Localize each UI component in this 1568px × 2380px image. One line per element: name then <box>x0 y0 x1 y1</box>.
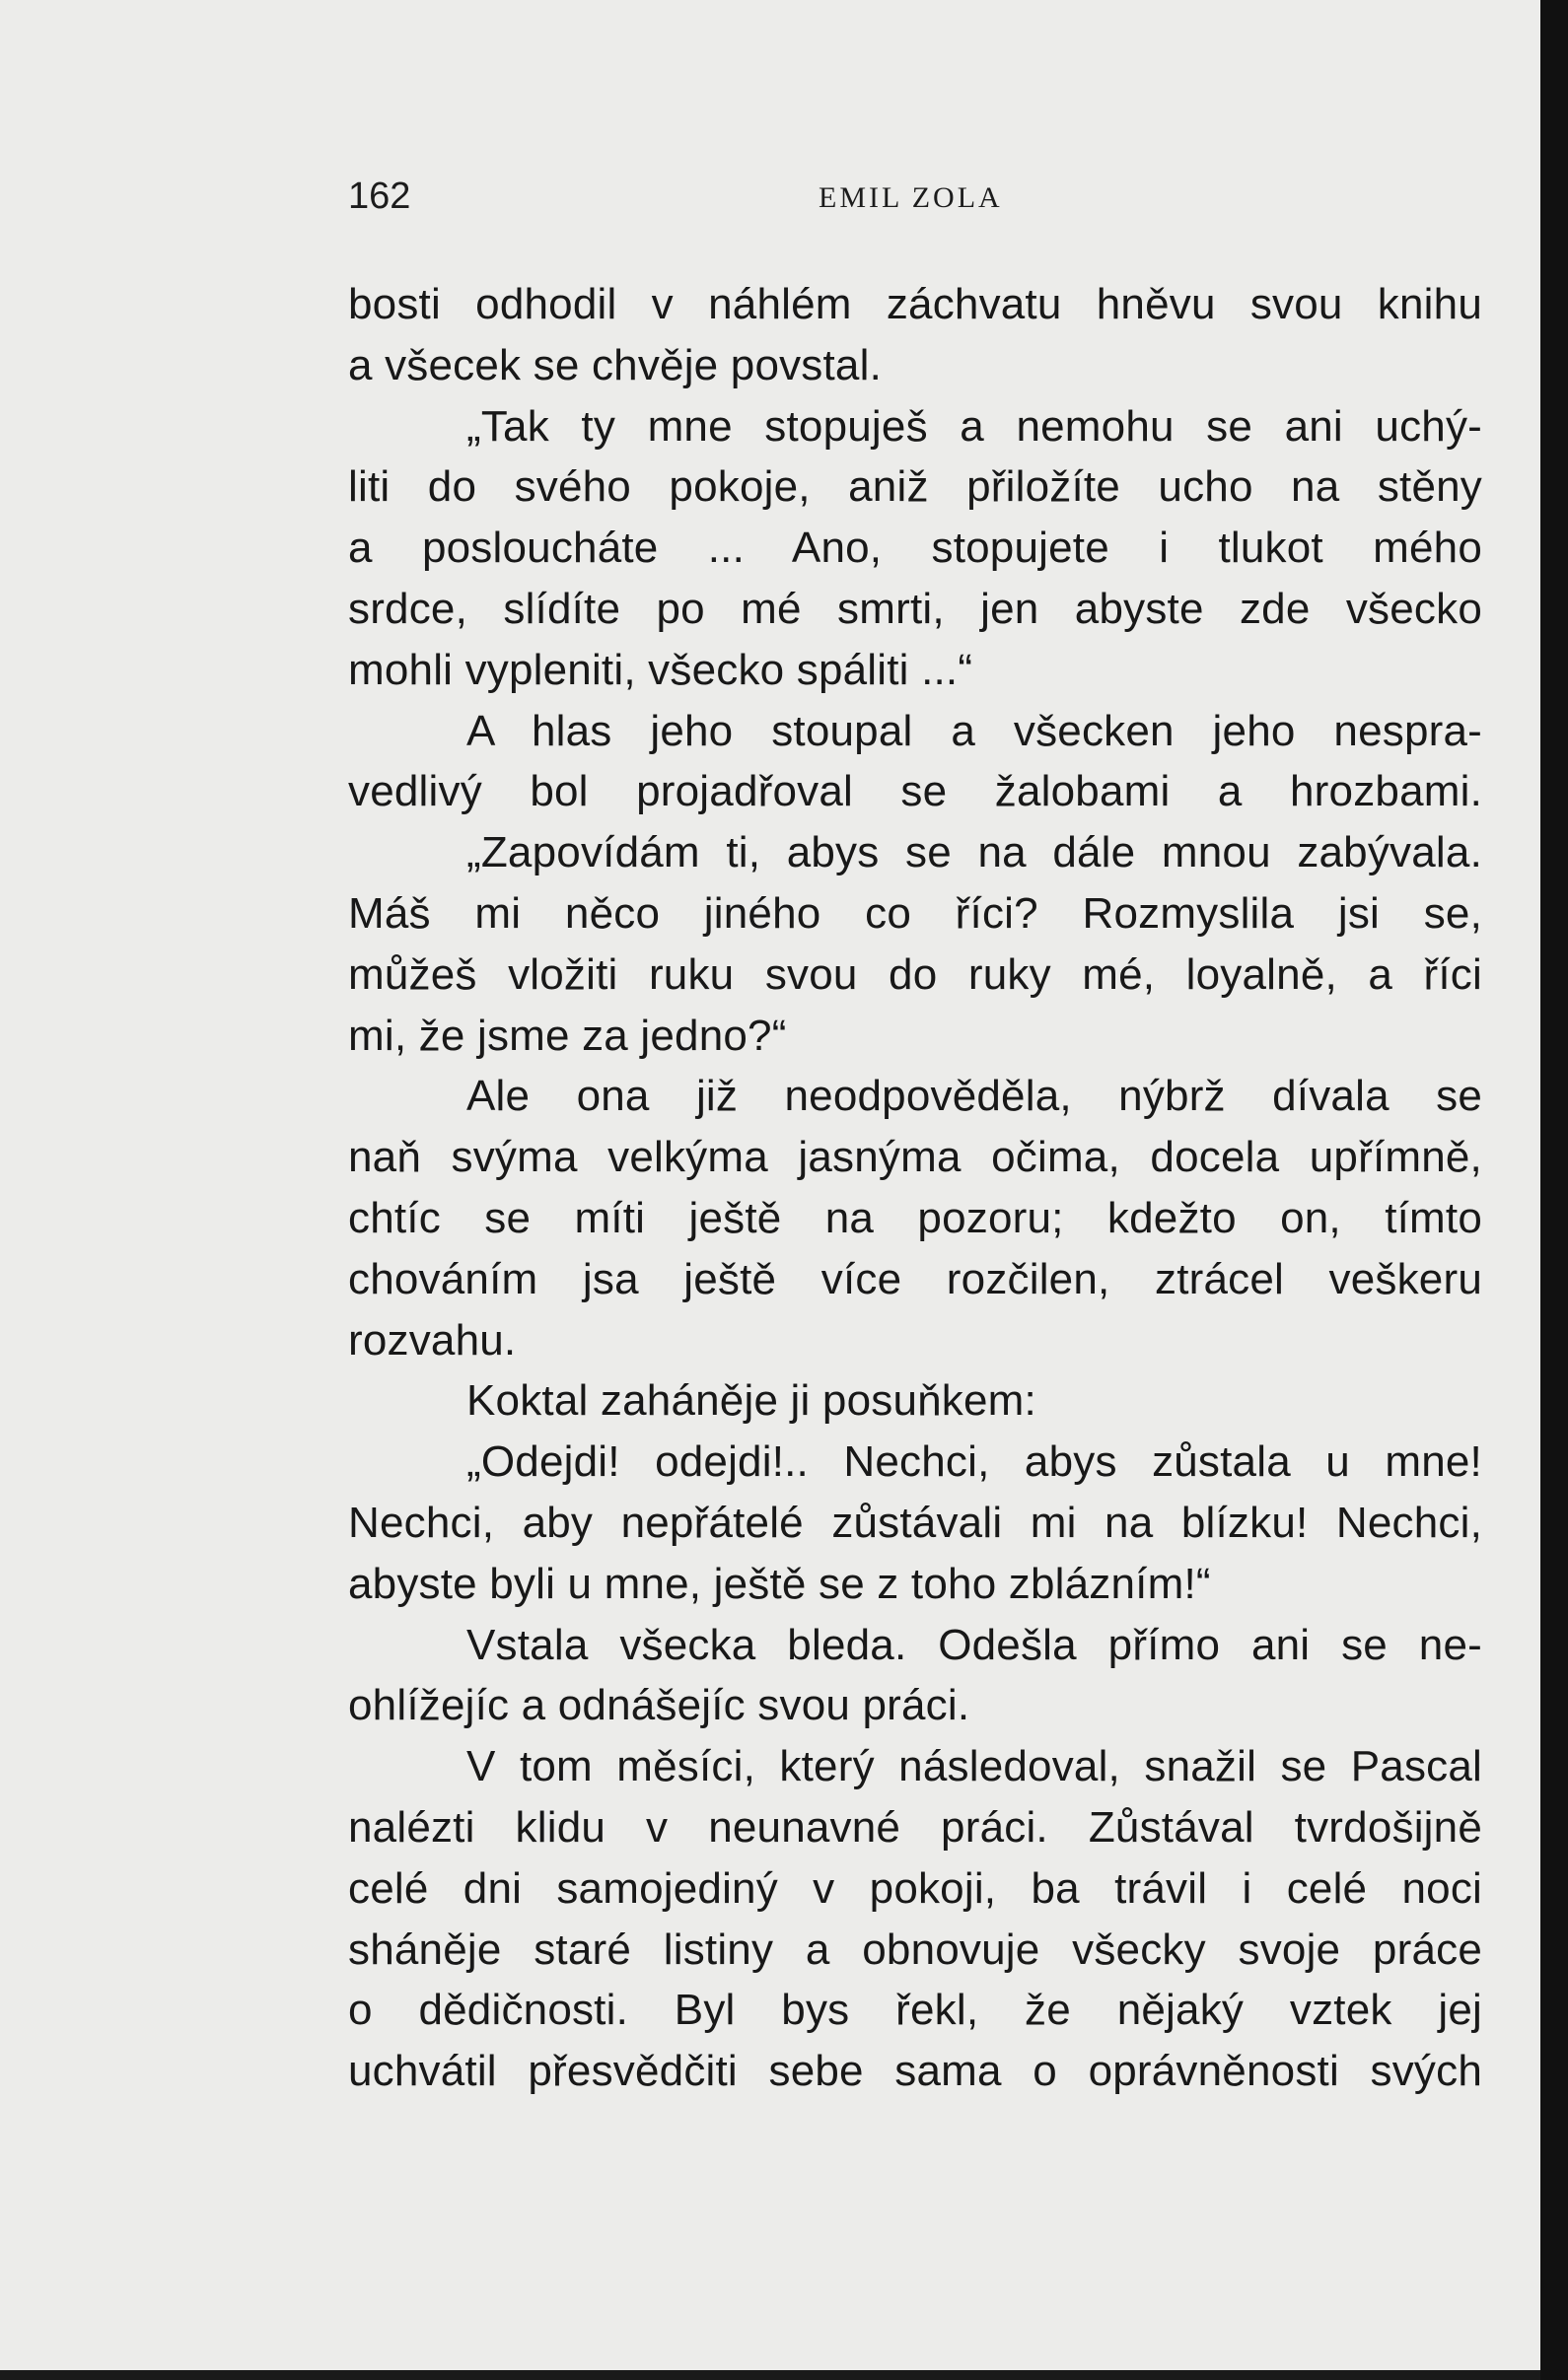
text-line: a posloucháte ... Ano, stopujete i tlukot mého <box>348 524 1482 573</box>
text-line: Koktal zaháněje ji posuňkem: <box>466 1376 1036 1426</box>
running-head: EMIL ZOLA <box>819 181 1003 214</box>
text-line: V tom měsíci, který následoval, snažil se Pascal <box>466 1742 1482 1791</box>
text-line: bosti odhodil v náhlém záchvatu hněvu svou knihu <box>348 280 1482 328</box>
text-line: mohli vypleniti, všecko spáliti ...“ <box>348 645 973 694</box>
text-line: Ale ona již neodpověděla, nýbrž dívala se <box>466 1072 1482 1121</box>
text-line: chováním jsa ještě více rozčilen, ztrácel veškeru <box>348 1254 1482 1303</box>
text-line: „Tak ty mne stopuješ a nemohu se ani uchý- <box>466 401 1482 451</box>
text-line: ohlížejíc a odnášejíc svou práci. <box>348 1681 970 1730</box>
body-text <box>348 274 1482 2102</box>
text-line: naň svýma velkýma jasnýma očima, docela upřímně, <box>348 1133 1482 1182</box>
text-line: a všecek se chvěje povstal. <box>348 340 883 389</box>
page-header <box>348 175 1482 225</box>
text-line: chtíc se míti ještě na pozoru; kdežto on, tímto <box>348 1193 1482 1242</box>
text-line: o dědičnosti. Byl bys řekl, že nějaký vztek jej <box>348 1986 1482 2035</box>
text-line: A hlas jeho stoupal a všecken jeho nespra- <box>466 706 1482 755</box>
text-line: vedlivý bol projadřoval se žalobami a hrozbami. <box>348 767 1482 816</box>
text-line: rozvahu. <box>348 1315 517 1365</box>
text-line: sháněje staré listiny a obnovuje všecky svoje práce <box>348 1925 1482 1974</box>
text-line: uchvátil přesvědčiti sebe sama o oprávněnosti svých <box>348 2047 1482 2096</box>
text-line: můžeš vložiti ruku svou do ruky mé, loyalně, a říci <box>348 949 1482 999</box>
page-number: 162 <box>348 175 411 217</box>
text-line: Máš mi něco jiného co říci? Rozmyslila jsi se, <box>348 888 1482 938</box>
text-line: Vstala všecka bleda. Odešla přímo ani se ne- <box>466 1620 1482 1669</box>
text-line: Nechci, aby nepřátelé zůstávali mi na blízku! Nechci, <box>348 1498 1482 1547</box>
text-line: liti do svého pokoje, aniž přiložíte ucho na stěny <box>348 462 1482 512</box>
text-line: mi, že jsme za jedno?“ <box>348 1011 787 1060</box>
text-line: srdce, slídíte po mé smrti, jen abyste zde všecko <box>348 584 1482 633</box>
text-line: nalézti klidu v neunavné práci. Zůstával tvrdošijně <box>348 1802 1482 1852</box>
text-line: celé dni samojediný v pokoji, ba trávil i celé noci <box>348 1863 1482 1913</box>
text-line: „Odejdi! odejdi!.. Nechci, abys zůstala u mne! <box>466 1437 1482 1487</box>
text-line: „Zapovídám ti, abys se na dále mnou zabývala. <box>466 828 1482 877</box>
scan-edge <box>1540 0 1568 2380</box>
text-line: abyste byli u mne, ještě se z toho zblázním!“ <box>348 1559 1211 1608</box>
